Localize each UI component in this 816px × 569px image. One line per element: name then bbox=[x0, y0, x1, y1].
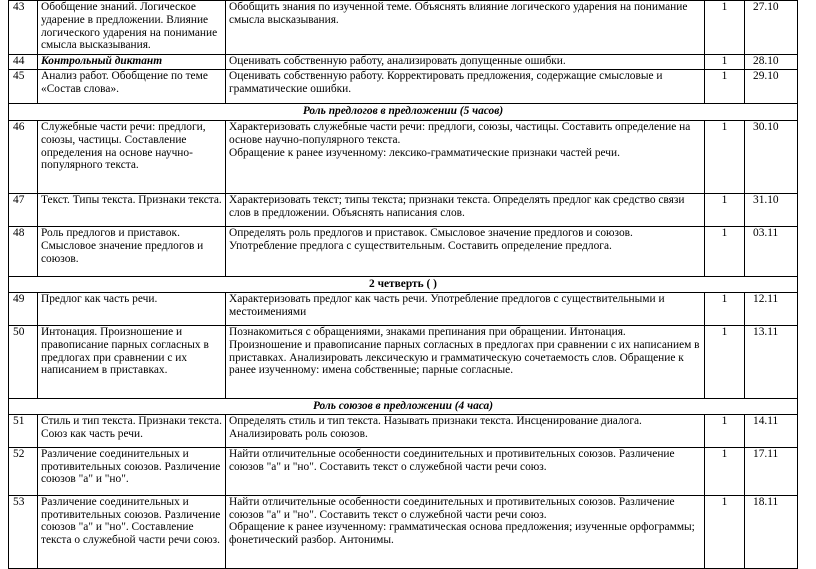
lesson-activity bbox=[226, 326, 705, 399]
activity-paragraph: Найти отличительные особенности соединительных и противительных союзов. Различение союзов "а" и "но". Составить текст о служебной части речи союз. bbox=[229, 495, 675, 521]
table-row bbox=[9, 55, 798, 70]
lesson-topic-text: Стиль и тип текста. Признаки текста. Союз как часть речи. bbox=[41, 414, 222, 440]
lesson-topic bbox=[38, 326, 226, 399]
activity-paragraph: Обращение к ранее изученному: грамматическая основа предложения; изученные орфограммы; фонетический разбор. Антонимы. bbox=[229, 521, 695, 547]
lesson-topic bbox=[38, 1, 226, 55]
lesson-date: 27.10 bbox=[745, 1, 798, 55]
lesson-hours: 1 bbox=[705, 326, 745, 399]
lesson-number: 51 bbox=[9, 414, 38, 447]
lesson-number: 46 bbox=[9, 121, 38, 194]
lesson-number: 49 bbox=[9, 293, 38, 326]
lesson-hours: 1 bbox=[705, 121, 745, 194]
table-row bbox=[9, 70, 798, 104]
lesson-activity bbox=[226, 293, 705, 326]
lesson-topic-text: Предлог как часть речи. bbox=[41, 293, 158, 305]
lesson-topic bbox=[38, 55, 226, 70]
lesson-plan-body bbox=[9, 1, 798, 569]
table-row bbox=[9, 121, 798, 194]
table-row bbox=[9, 1, 798, 55]
section-header-row bbox=[9, 104, 798, 121]
lesson-hours: 1 bbox=[705, 495, 745, 568]
lesson-hours: 1 bbox=[705, 293, 745, 326]
lesson-number: 44 bbox=[9, 55, 38, 70]
lesson-number: 48 bbox=[9, 227, 38, 277]
lesson-plan-table bbox=[8, 0, 798, 569]
quarter-header-row bbox=[9, 277, 798, 293]
lesson-topic-text: Интонация. Произношение и правописание парных согласных в предлогах при сравнении с их написанием в приставках. bbox=[41, 326, 209, 377]
activity-paragraph: Найти отличительные особенности соединительных и противительных союзов. Различение союзов "а" и "но". Составить текст о служебной части речи союз. bbox=[229, 447, 675, 473]
lesson-number: 43 bbox=[9, 1, 38, 55]
lesson-number: 47 bbox=[9, 194, 38, 227]
lesson-date: 12.11 bbox=[745, 293, 798, 326]
activity-paragraph: Обращение к ранее изученному: лексико-грамматические признаки частей речи. bbox=[229, 146, 620, 159]
lesson-topic-text: Роль предлогов и приставок. Смысловое значение предлогов и союзов. bbox=[41, 227, 204, 265]
lesson-topic bbox=[38, 495, 226, 568]
activity-paragraph: Характеризовать служебные части речи: предлоги, союзы, частицы. Составить определение на основе научно-популярного текста. bbox=[229, 121, 691, 146]
table-row bbox=[9, 414, 798, 447]
lesson-date: 17.11 bbox=[745, 447, 798, 495]
lesson-topic-text: Различение соединительных и противительных союзов. Различение союзов "а" и "но". Составление текста о служебной части речи союз. bbox=[41, 495, 221, 547]
lesson-topic bbox=[38, 293, 226, 326]
section-title: Роль союзов в предложении (4 часа) bbox=[9, 399, 798, 415]
lesson-date: 31.10 bbox=[745, 194, 798, 227]
lesson-topic bbox=[38, 194, 226, 227]
activity-paragraph: Обобщить знания по изученной теме. Объяснять влияние логического ударения на понимание смысла высказывания. bbox=[229, 1, 688, 26]
table-row bbox=[9, 293, 798, 326]
lesson-date: 18.11 bbox=[745, 495, 798, 568]
activity-paragraph: Оценивать собственную работу. Корректировать предложения, содержащие смысловые и грамматические ошибки. bbox=[229, 70, 663, 95]
lesson-topic-text: Различение соединительных и противительных союзов. Различение союзов "а" и "но". bbox=[41, 447, 221, 486]
lesson-date: 30.10 bbox=[745, 121, 798, 194]
lesson-hours: 1 bbox=[705, 227, 745, 277]
quarter-title: 2 четверть ( ) bbox=[9, 277, 798, 293]
lesson-activity bbox=[226, 121, 705, 194]
activity-paragraph: Определять роль предлогов и приставок. Смысловое значение предлогов и союзов. Употребление предлога с существительным. Составить определение предлога. bbox=[229, 227, 633, 252]
lesson-topic bbox=[38, 121, 226, 194]
lesson-date: 03.11 bbox=[745, 227, 798, 277]
lesson-number: 53 bbox=[9, 495, 38, 568]
activity-paragraph: Характеризовать текст; типы текста; признаки текста. Определять предлог как средство связи слов в предложении. Объяснять написания слов. bbox=[229, 194, 685, 219]
lesson-topic-text: Текст. Типы текста. Признаки текста. bbox=[41, 194, 222, 206]
lesson-topic-text: Обобщение знаний. Логическое ударение в предложении. Влияние логического ударения на понимание смысла высказывания. bbox=[41, 1, 218, 52]
lesson-activity bbox=[226, 70, 705, 104]
activity-paragraph: Познакомиться с обращениями, знаками препинания при обращении. Интонация. Произношение и правописание парных согласных в предлогах при сравнении с их написанием в приставках. Анализировать лексическую и грамматическую сочетаемость слов. Обращение к ранее изученному: имена собственные; парные согласные. bbox=[229, 326, 700, 377]
lesson-number: 50 bbox=[9, 326, 38, 399]
lesson-activity bbox=[226, 495, 705, 568]
lesson-topic bbox=[38, 70, 226, 104]
lesson-date: 29.10 bbox=[745, 70, 798, 104]
table-row bbox=[9, 227, 798, 277]
activity-paragraph: Характеризовать предлог как часть речи. Употребление предлогов с существительными и местоимениями bbox=[229, 293, 665, 318]
lesson-activity bbox=[226, 227, 705, 277]
lesson-activity bbox=[226, 447, 705, 495]
lesson-hours: 1 bbox=[705, 194, 745, 227]
lesson-number: 45 bbox=[9, 70, 38, 104]
lesson-number: 52 bbox=[9, 447, 38, 495]
lesson-topic bbox=[38, 447, 226, 495]
activity-paragraph: Определять стиль и тип текста. Называть признаки текста. Инсценирование диалога. Анализировать роль союзов. bbox=[229, 414, 642, 440]
section-title: Роль предлогов в предложении (5 часов) bbox=[9, 104, 798, 121]
lesson-date: 13.11 bbox=[745, 326, 798, 399]
lesson-topic bbox=[38, 227, 226, 277]
lesson-date: 28.10 bbox=[745, 55, 798, 70]
lesson-hours: 1 bbox=[705, 1, 745, 55]
lesson-topic-text: Служебные части речи: предлоги, союзы, частицы. Составление определения на основе научно-популярного текста. bbox=[41, 121, 206, 172]
lesson-topic bbox=[38, 414, 226, 447]
lesson-activity bbox=[226, 1, 705, 55]
lesson-topic-text: Анализ работ. Обобщение по теме «Состав слова». bbox=[41, 70, 208, 95]
section-header-row bbox=[9, 399, 798, 415]
activity-paragraph: Оценивать собственную работу, анализировать допущенные ошибки. bbox=[229, 55, 566, 67]
table-row bbox=[9, 326, 798, 399]
lesson-hours: 1 bbox=[705, 55, 745, 70]
table-row bbox=[9, 194, 798, 227]
table-row bbox=[9, 495, 798, 568]
lesson-activity bbox=[226, 55, 705, 70]
lesson-activity bbox=[226, 194, 705, 227]
lesson-date: 14.11 bbox=[745, 414, 798, 447]
lesson-hours: 1 bbox=[705, 447, 745, 495]
lesson-hours: 1 bbox=[705, 70, 745, 104]
lesson-activity bbox=[226, 414, 705, 447]
lesson-topic-text: Контрольный диктант bbox=[41, 55, 163, 67]
lesson-hours: 1 bbox=[705, 414, 745, 447]
table-row bbox=[9, 447, 798, 495]
